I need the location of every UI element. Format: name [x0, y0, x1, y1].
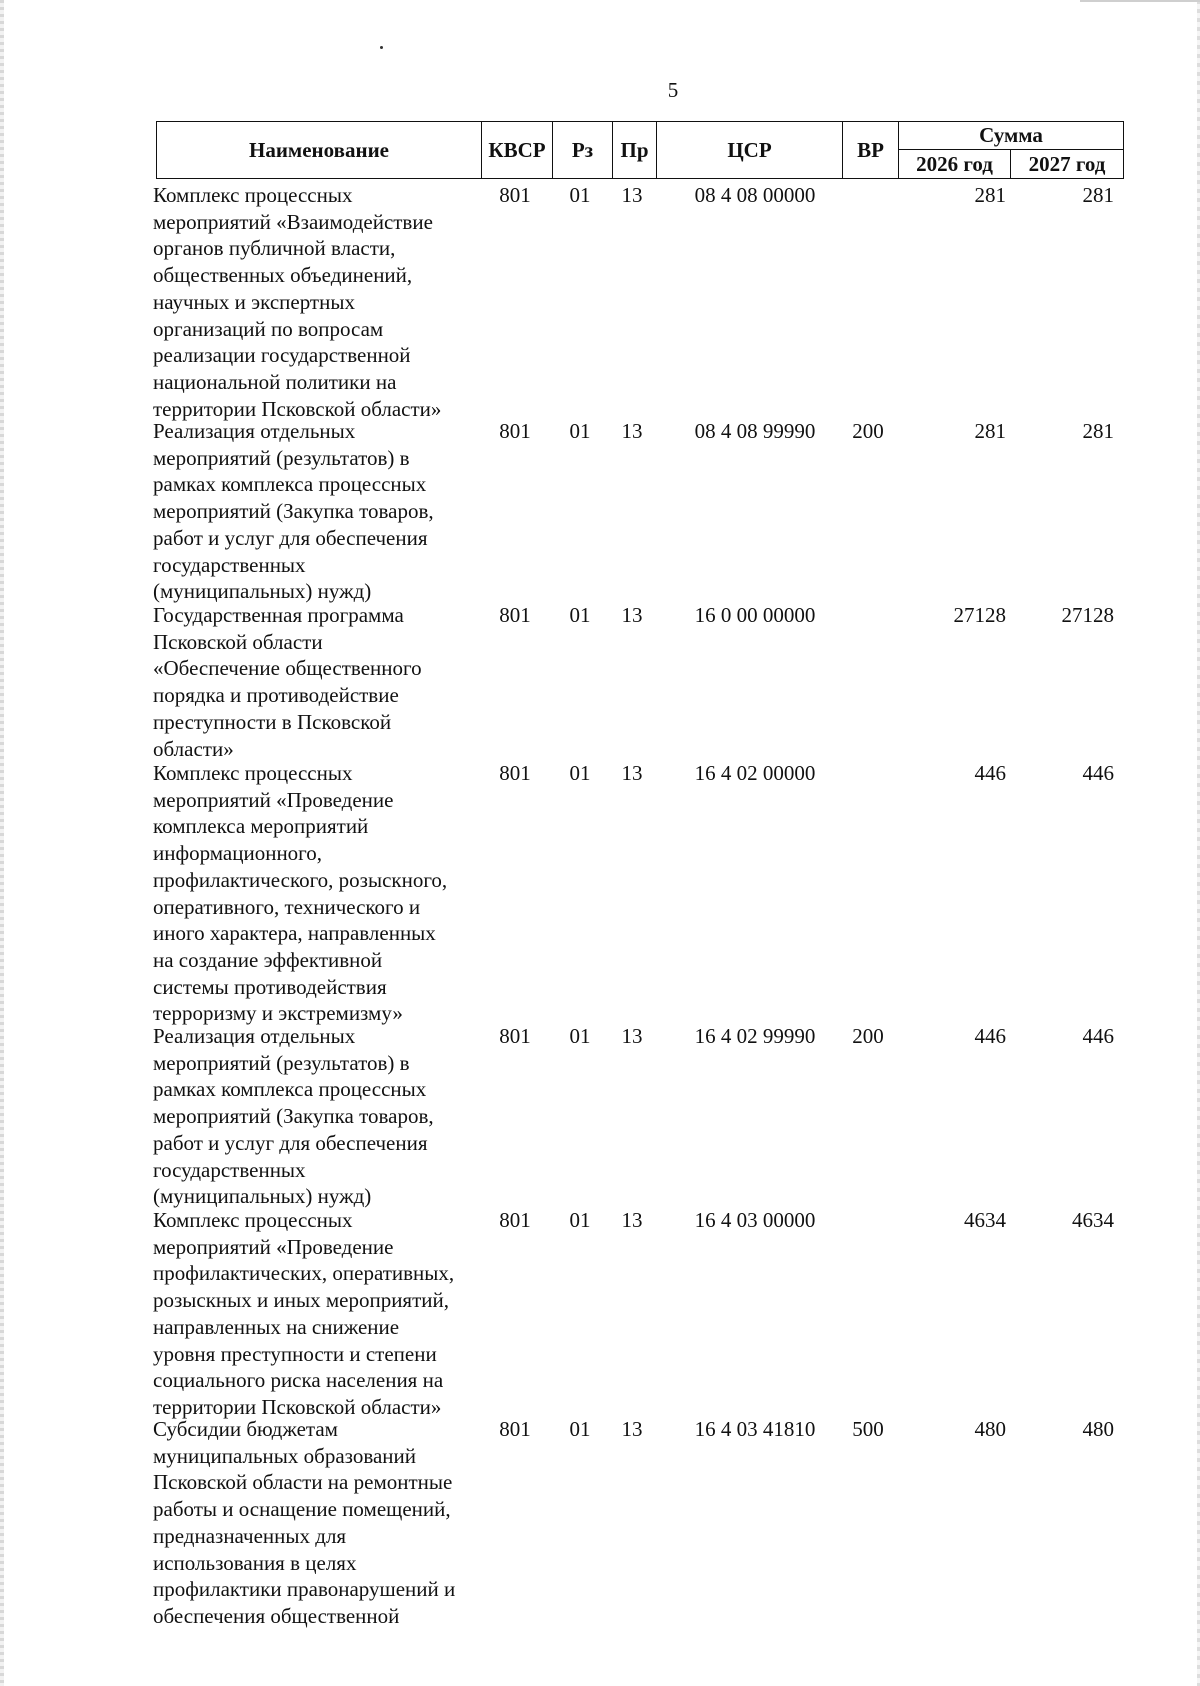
row-csr: 16 4 03 00000: [694, 1208, 816, 1232]
row-sum-2027: 446: [1082, 761, 1114, 785]
row-sum-2026: 446: [974, 761, 1006, 785]
row-csr: 16 4 02 00000: [694, 761, 816, 785]
row-sum-2027: 4634: [1072, 1208, 1114, 1232]
row-sum-2026: 480: [974, 1417, 1006, 1441]
row-pr: 13: [621, 1208, 643, 1232]
row-csr: 16 4 03 41810: [694, 1417, 816, 1441]
row-kvsr: 801: [499, 1208, 531, 1232]
row-pr: 13: [621, 183, 643, 207]
row-name: Реализация отдельных мероприятий (результатов) в рамках комплекса процессных мероприятий (Закупка товаров, работ и услуг для обеспечения государственных (муниципальных) нужд): [153, 1024, 434, 1209]
row-rz: 01: [569, 1417, 591, 1441]
row-vr: 200: [852, 1024, 884, 1048]
row-rz: 01: [569, 419, 591, 443]
row-sum-2026: 281: [974, 419, 1006, 443]
row-sum-2027: 281: [1082, 419, 1114, 443]
row-rz: 01: [569, 1024, 591, 1048]
row-sum-2026: 281: [974, 183, 1006, 207]
row-rz: 01: [569, 603, 591, 627]
row-vr: 500: [852, 1417, 884, 1441]
row-rz: 01: [569, 183, 591, 207]
row-sum-2027: 480: [1082, 1417, 1114, 1441]
row-pr: 13: [621, 419, 643, 443]
row-kvsr: 801: [499, 603, 531, 627]
header-sum-group: [899, 122, 1123, 178]
row-sum-2027: 281: [1082, 183, 1114, 207]
row-sum-2026: 446: [974, 1024, 1006, 1048]
row-vr: 200: [852, 419, 884, 443]
row-sum-2027: 27128: [1061, 603, 1114, 627]
row-csr: 16 4 02 99990: [694, 1024, 816, 1048]
page-number: 5: [667, 78, 679, 102]
row-sum-2026: 27128: [953, 603, 1006, 627]
header-rz: Рз: [553, 122, 613, 178]
row-sum-2027: 446: [1082, 1024, 1114, 1048]
row-kvsr: 801: [499, 761, 531, 785]
table-header: [156, 121, 1124, 179]
header-sum: Сумма: [899, 122, 1123, 150]
row-pr: 13: [621, 603, 643, 627]
row-pr: 13: [621, 1417, 643, 1441]
row-csr: 08 4 08 00000: [694, 183, 816, 207]
scan-speck: [380, 46, 383, 49]
header-kvsr: КВСР: [482, 122, 553, 178]
row-kvsr: 801: [499, 183, 531, 207]
header-year-2027: 2027 год: [1028, 151, 1106, 176]
row-kvsr: 801: [499, 419, 531, 443]
header-name: Наименование: [157, 122, 482, 178]
row-kvsr: 801: [499, 1024, 531, 1048]
row-name: Комплекс процессных мероприятий «Проведение комплекса мероприятий информационного, профилактического, розыскного, оперативного, технического и иного характера, направленных на создание эффективной системы противодействия терроризму и экстремизму»: [153, 761, 448, 1026]
scan-corner-mark: [1080, 0, 1200, 2]
row-csr: 16 0 00 00000: [694, 603, 816, 627]
header-csr: ЦСР: [657, 122, 843, 178]
row-sum-2026: 4634: [964, 1208, 1006, 1232]
row-name: Реализация отдельных мероприятий (результатов) в рамках комплекса процессных мероприятий (Закупка товаров, работ и услуг для обеспечения государственных (муниципальных) нужд): [153, 419, 434, 604]
header-year-2026: 2026 год: [899, 150, 1011, 178]
row-name: Субсидии бюджетам муниципальных образований Псковской области на ремонтные работы и оснащение помещений, предназначенных для использования в целях профилактики правонарушений и обеспечения общественной: [153, 1417, 456, 1628]
row-rz: 01: [569, 1208, 591, 1232]
row-pr: 13: [621, 1024, 643, 1048]
row-rz: 01: [569, 761, 591, 785]
row-csr: 08 4 08 99990: [694, 419, 816, 443]
row-name: Государственная программа Псковской области «Обеспечение общественного порядка и противодействие преступности в Псковской области»: [153, 603, 422, 761]
row-name: Комплекс процессных мероприятий «Взаимодействие органов публичной власти, общественных объединений, научных и экспертных организаций по вопросам реализации государственной национальной политики на территории Псковской области»: [153, 183, 442, 421]
row-kvsr: 801: [499, 1417, 531, 1441]
row-name: Комплекс процессных мероприятий «Проведение профилактических, оперативных, розыскных и иных мероприятий, направленных на снижение уровня преступности и степени социального риска населения на территории Псковской области»: [153, 1208, 455, 1419]
header-vr: ВР: [843, 122, 899, 178]
scan-edge-left: [0, 0, 4, 1686]
header-pr: Пр: [613, 122, 657, 178]
row-pr: 13: [621, 761, 643, 785]
